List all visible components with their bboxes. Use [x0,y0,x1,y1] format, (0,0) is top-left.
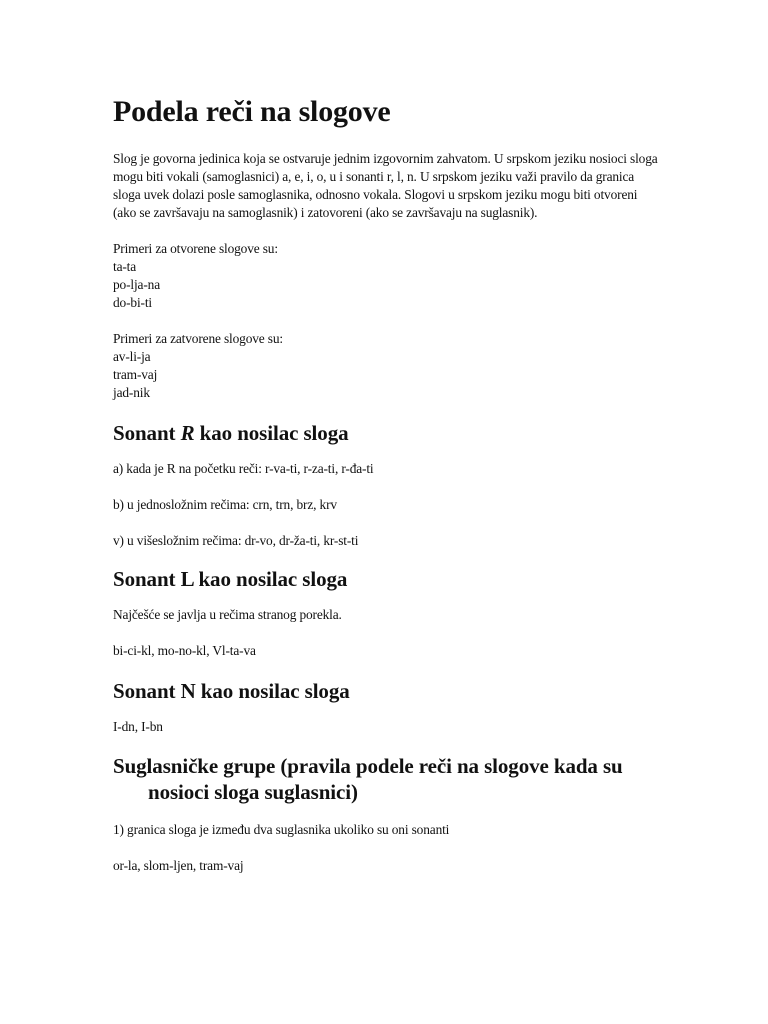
open-syllable-example: do-bi-ti [113,295,152,310]
sonant-r-heading [113,420,658,446]
sonant-n-heading: Sonant N kao nosilac sloga [113,679,350,703]
consonant-rule-1: 1) granica sloga je između dva suglasnika ukoliko su oni sonanti [113,822,450,837]
closed-syllables-heading: Primeri za zatvorene slogove su: [113,331,283,346]
document-content [113,94,658,875]
sonant-l-examples: bi-ci-kl, mo-no-kl, Vl-ta-va [113,643,256,658]
sonant-r-heading-letter: R [180,421,195,445]
closed-syllables-block [113,330,658,402]
sonant-r-point-b: b) u jednosložnim rečima: crn, trn, brz, krv [113,497,337,512]
intro-paragraph: Slog je govorna jedinica koja se ostvaruje jednim izgovornim zahvatom. U srpskom jeziku nosioci sloga mogu biti vokali (samoglasnici) a, e, i, o, u i sonanti r, l, n. U srpskom jeziku važi pravilo da granica sloga uvek dolazi posle samoglasnika, odnosno vokala. Slogovi u srpskom jeziku mogu biti otvoreni (ako se završavaju na samoglasnik) i zatovoreni (ako se završavaju na suglasnik). [113,151,658,220]
open-syllables-heading: Primeri za otvorene slogove su: [113,241,278,256]
open-syllables-block [113,240,658,312]
closed-syllable-example: av-li-ja [113,349,151,364]
sonant-r-heading-end: kao nosilac sloga [194,421,349,445]
sonant-l-heading: Sonant L kao nosilac sloga [113,567,348,591]
sonant-r-point-v: v) u višesložnim rečima: dr-vo, dr-ža-ti, kr-st-ti [113,533,359,548]
closed-syllable-example: jad-nik [113,385,150,400]
consonant-rule-1-examples: or-la, slom-ljen, tram-vaj [113,858,244,873]
open-syllable-example: ta-ta [113,259,137,274]
sonant-l-text: Najčešće se javlja u rečima stranog porekla. [113,607,342,622]
closed-syllable-example: tram-vaj [113,367,158,382]
sonant-r-heading-start: Sonant [113,421,181,445]
consonant-groups-heading: Suglasničke grupe (pravila podele reči na slogove kada su nosioci sloga suglasnici) [113,754,623,804]
sonant-n-examples: I-dn, I-bn [113,719,163,734]
open-syllable-example: po-lja-na [113,277,160,292]
sonant-r-point-a: a) kada je R na početku reči: r-va-ti, r-za-ti, r-đa-ti [113,461,374,476]
document-title: Podela reči na slogove [113,95,391,128]
